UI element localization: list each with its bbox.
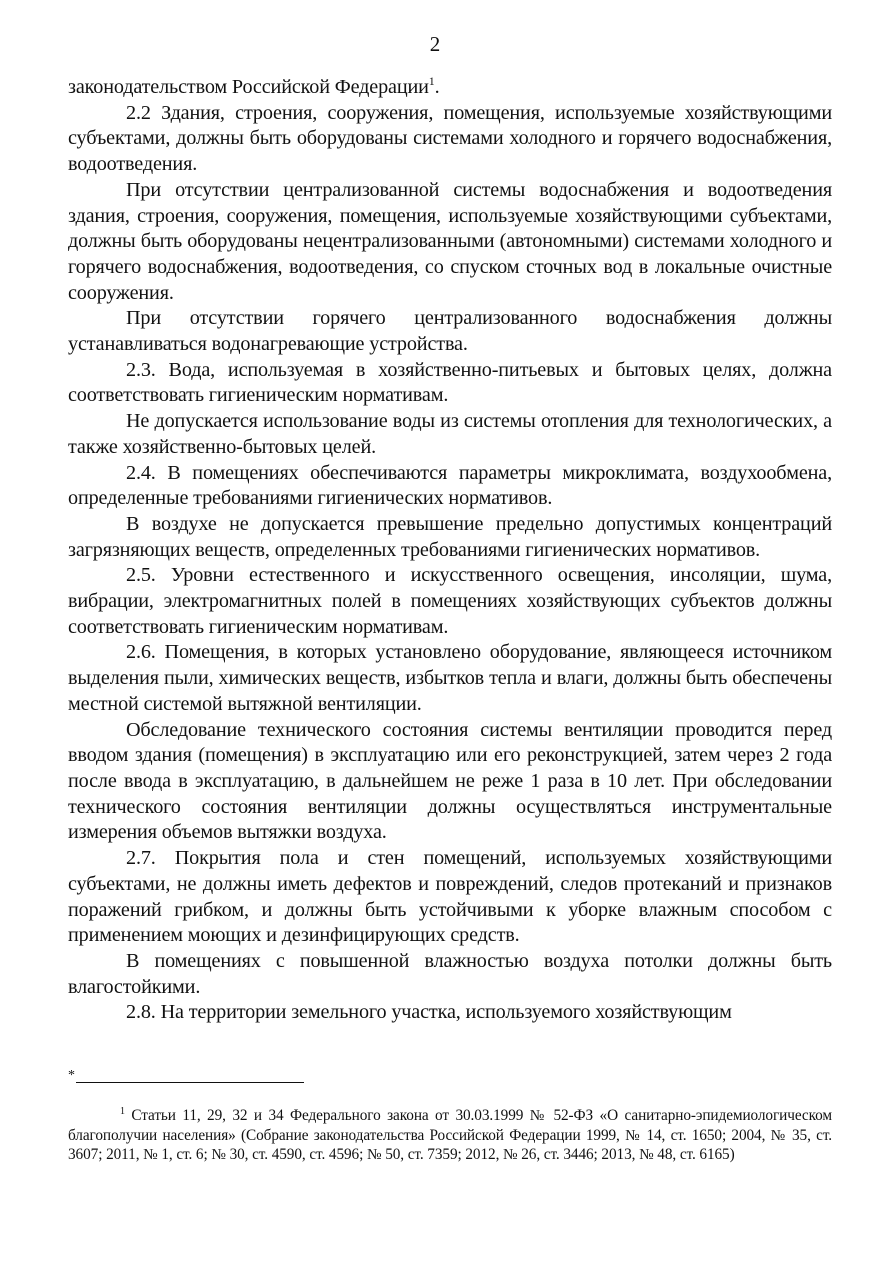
paragraph-2-4: 2.4. В помещениях обеспечиваются параметры микроклимата, воздухообмена, определенные требованиями гигиенических нормативов. bbox=[68, 461, 832, 510]
paragraph-2-3: 2.3. Вода, используемая в хозяйственно-питьевых и бытовых целях, должна соответствовать гигиеническим нормативам. bbox=[68, 358, 832, 407]
page-number: 2 bbox=[429, 32, 441, 56]
footnote-number: 1 bbox=[120, 1106, 125, 1117]
footnote bbox=[68, 1106, 832, 1165]
footnote-separator bbox=[68, 1069, 304, 1083]
paragraph: При отсутствии горячего централизованного водоснабжения должны устанавливаться водонагревающие устройства. bbox=[68, 307, 832, 356]
footnote-paragraph bbox=[68, 1106, 832, 1165]
paragraph-2-5: 2.5. Уровни естественного и искусственного освещения, инсоляции, шума, вибрации, электромагнитных полей в помещениях хозяйствующих субъектов должны соответствовать гигиеническим нормативам. bbox=[68, 564, 832, 638]
paragraph: Обследование технического состояния системы вентиляции проводится перед вводом здания (помещения) в эксплуатацию или его реконструкцией, затем через 2 года после ввода в эксплуатацию, в дальнейшем не реже 1 раза в 10 лет. При обследовании технического состояния вентиляции должны осуществляться инструментальные измерения объемов вытяжки воздуха. bbox=[68, 718, 832, 844]
paragraph-2-6: 2.6. Помещения, в которых установлено оборудование, являющееся источником выделения пыли, химических веществ, избытков тепла и влаги, должны быть обеспечены местной системой вытяжной вентиляции. bbox=[68, 641, 832, 715]
paragraph-2-7: 2.7. Покрытия пола и стен помещений, используемых хозяйствующими субъектами, не должны иметь дефектов и повреждений, следов протеканий и признаков поражений грибком, и должны быть устойчивыми к уборке влажным способом с применением моющих и дезинфицирующих средств. bbox=[68, 847, 832, 947]
paragraph: При отсутствии централизованной системы водоснабжения и водоотведения здания, строения, сооружения, помещения, используемые хозяйствующими субъектами, должны быть оборудованы нецентрализованными (автономными) системами холодного и горячего водоснабжения, водоотведения, со спуском сточных вод в локальные очистные сооружения. bbox=[68, 178, 832, 304]
paragraph-2-8: 2.8. На территории земельного участка, используемого хозяйствующим bbox=[126, 1001, 732, 1024]
footnote-separator-line bbox=[76, 1073, 304, 1083]
paragraph-tail: . bbox=[434, 76, 440, 98]
document-body bbox=[68, 75, 832, 1026]
paragraph: В помещениях с повышенной влажностью воздуха потолки должны быть влагостойкими. bbox=[68, 949, 832, 998]
paragraph-2-2: 2.2 Здания, строения, сооружения, помещения, используемые хозяйствующими субъектами, должны быть оборудованы системами холодного и горячего водоснабжения, водоотведения. bbox=[68, 101, 832, 176]
paragraph-text: законодательством Российской Федерации bbox=[68, 76, 429, 98]
footnote-text: Статьи 11, 29, 32 и 34 Федерального закона от 30.03.1999 № 52-ФЗ «О санитарно-эпидемиологическом благополучии населения» (Собрание законодательства Российской Федерации 1999, № 14, ст. 1650; 2004, № 35, ст. 3607; 2011, № 1, ст. 6; № 30, ст. 4590, ст. 4596; № 50, ст. 7359; 2012, № 26, ст. 3446; 2013, № 48, ст. 6165) bbox=[68, 1107, 832, 1164]
paragraph: Не допускается использование воды из системы отопления для технологических, а также хозяйственно-бытовых целей. bbox=[68, 410, 832, 458]
footnote-reference[interactable]: 1 bbox=[428, 74, 435, 88]
paragraph-continuation bbox=[68, 75, 832, 101]
footnote-separator-mark: * bbox=[68, 1068, 75, 1083]
paragraph: В воздухе не допускается превышение предельно допустимых концентраций загрязняющих веществ, определенных требованиями гигиенических нормативов. bbox=[68, 512, 832, 561]
